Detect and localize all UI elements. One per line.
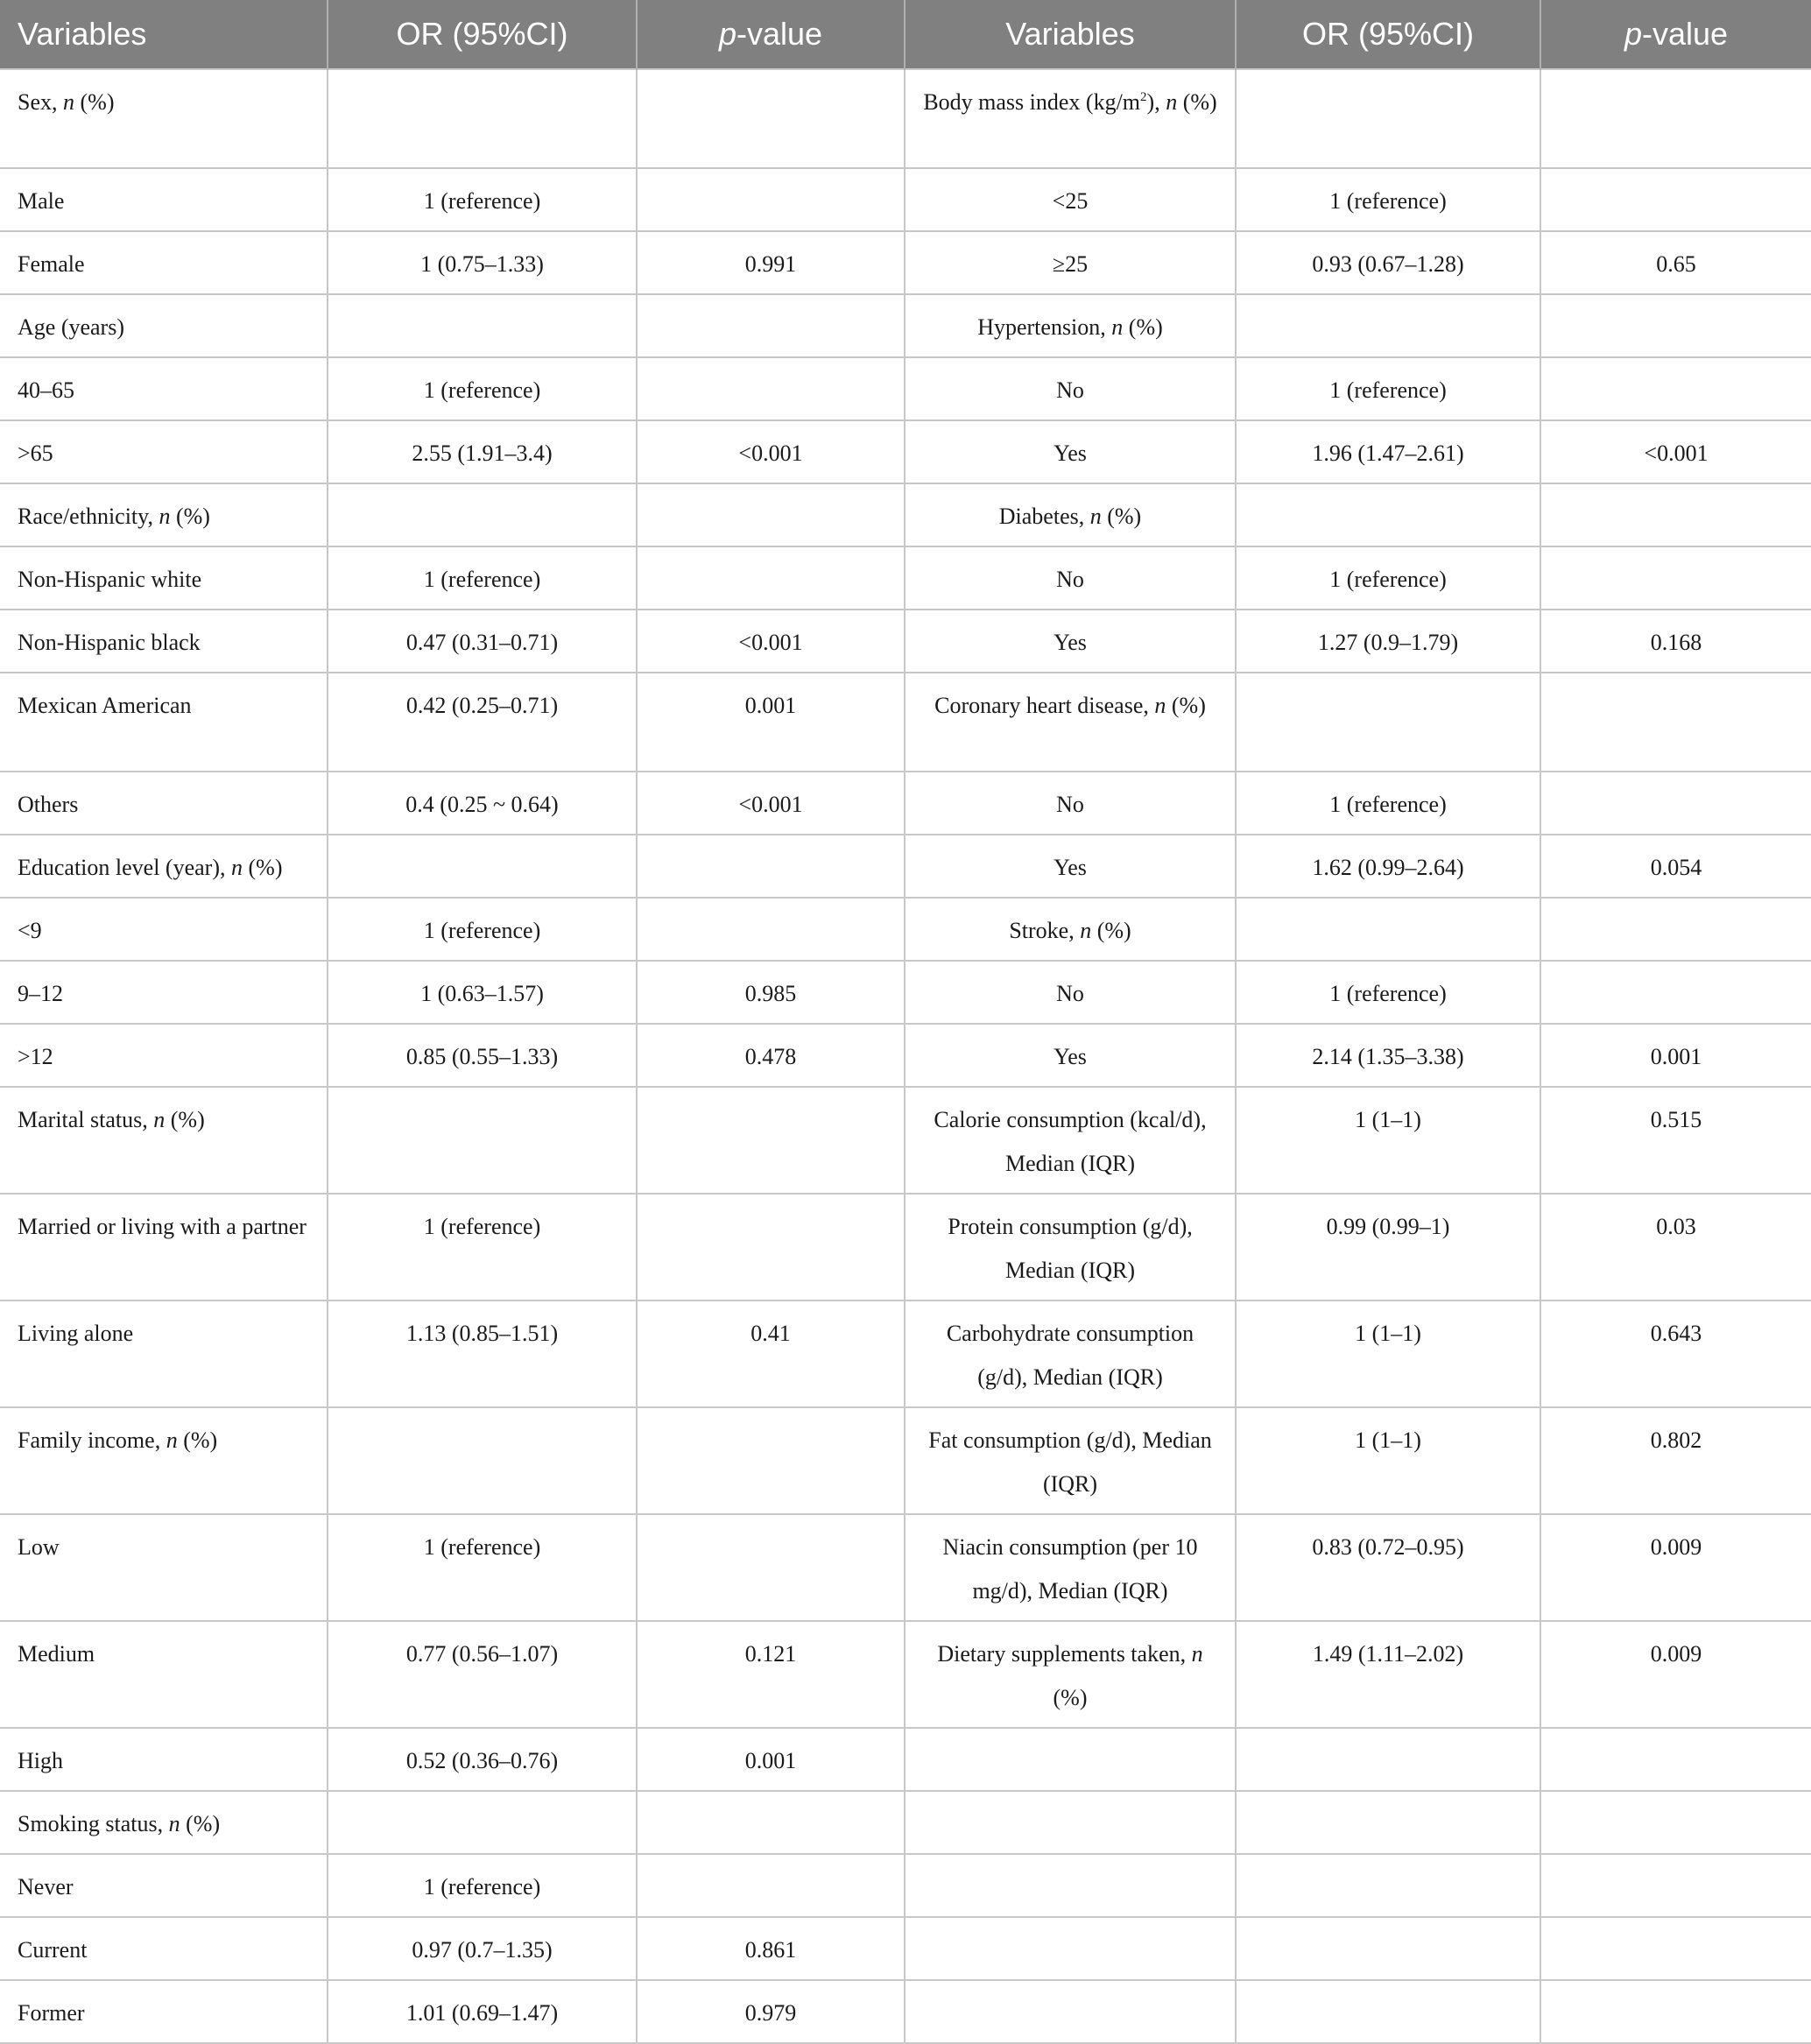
right-variable-cell <box>905 961 1236 1024</box>
left-or-cell: 1.13 (0.85–1.51) <box>328 1300 637 1407</box>
left-p-value-cell: 0.861 <box>637 1917 905 1980</box>
right-or-cell <box>1236 898 1540 961</box>
right-p-value-cell <box>1540 483 1811 546</box>
right-or-cell <box>1236 69 1540 168</box>
right-or-cell: 2.14 (1.35–3.38) <box>1236 1024 1540 1087</box>
left-variable-label: Former <box>18 2000 85 2026</box>
left-or-cell: 0.85 (0.55–1.33) <box>328 1024 637 1087</box>
right-or-cell <box>1236 1728 1540 1791</box>
right-variable-label: No <box>1056 567 1084 592</box>
right-p-value-cell: 0.009 <box>1540 1621 1811 1728</box>
right-variable-cell <box>905 1407 1236 1514</box>
left-p-value-cell <box>637 1514 905 1621</box>
right-variable-label: Calorie consumption (kcal/d), Median (IQR) <box>934 1107 1207 1176</box>
left-variable-cell <box>0 1300 328 1407</box>
left-variable-label: Sex, <box>18 89 63 115</box>
left-variable-label: Smoking status, <box>18 1811 169 1836</box>
right-or-cell <box>1236 294 1540 357</box>
left-variable-cell <box>0 1854 328 1917</box>
left-variable-cell <box>0 1728 328 1791</box>
table-header <box>0 0 1811 69</box>
left-variable-cell <box>0 1024 328 1087</box>
right-variable-cell <box>905 610 1236 673</box>
left-variable-n-italic: n <box>63 89 74 115</box>
right-variable-suffix: (%) <box>1053 1685 1088 1710</box>
right-p-value-cell <box>1540 357 1811 420</box>
left-or-cell <box>328 69 637 168</box>
left-variable-label: Race/ethnicity, <box>18 504 159 529</box>
left-variable-label: Married or living with a partner <box>18 1214 307 1239</box>
table-row <box>0 357 1811 420</box>
left-variable-label: Marital status, <box>18 1107 154 1132</box>
right-variable-cell <box>905 168 1236 231</box>
left-or-cell <box>328 1407 637 1514</box>
right-variable-label: No <box>1056 792 1084 817</box>
right-or-cell: 1 (reference) <box>1236 961 1540 1024</box>
left-variable-cell <box>0 357 328 420</box>
table-row <box>0 1980 1811 2043</box>
table-row <box>0 483 1811 546</box>
table-row <box>0 420 1811 483</box>
left-variable-label: Current <box>18 1937 88 1963</box>
left-p-value-cell: 0.985 <box>637 961 905 1024</box>
left-variable-label: High <box>18 1748 63 1773</box>
table-row <box>0 1621 1811 1728</box>
right-or-cell: 1.96 (1.47–2.61) <box>1236 420 1540 483</box>
right-variable-label: Yes <box>1053 855 1087 880</box>
left-variable-n-italic: n <box>166 1427 178 1453</box>
left-p-value-cell <box>637 1194 905 1300</box>
header-p-rest-left: -value <box>736 16 823 52</box>
header-p-italic-right: p <box>1624 16 1642 52</box>
right-variable-cell <box>905 1980 1236 2043</box>
bmi-after-sup: ), <box>1146 89 1166 115</box>
left-p-value-cell <box>637 835 905 898</box>
right-or-cell: 0.93 (0.67–1.28) <box>1236 231 1540 294</box>
left-variable-label: Age (years) <box>18 314 124 340</box>
left-variable-cell <box>0 772 328 835</box>
left-or-cell: 1 (0.63–1.57) <box>328 961 637 1024</box>
right-variable-cell <box>905 1728 1236 1791</box>
header-row <box>0 0 1811 69</box>
right-or-cell: 1 (reference) <box>1236 357 1540 420</box>
header-p-rest-right: -value <box>1641 16 1729 52</box>
left-variable-n-italic: n <box>231 855 243 880</box>
left-variable-cell <box>0 168 328 231</box>
right-p-value-cell: 0.515 <box>1540 1087 1811 1194</box>
left-or-cell: 1 (reference) <box>328 1854 637 1917</box>
right-variable-suffix: (%) <box>1101 504 1142 529</box>
right-or-cell: 1 (reference) <box>1236 772 1540 835</box>
left-p-value-cell: <0.001 <box>637 610 905 673</box>
left-p-value-cell <box>637 483 905 546</box>
right-p-value-cell <box>1540 673 1811 772</box>
right-variable-cell <box>905 1791 1236 1854</box>
table-row <box>0 546 1811 610</box>
left-p-value-cell <box>637 357 905 420</box>
left-p-value-cell: <0.001 <box>637 420 905 483</box>
right-variable-cell <box>905 1854 1236 1917</box>
left-or-cell: 2.55 (1.91–3.4) <box>328 420 637 483</box>
right-p-value-cell: 0.009 <box>1540 1514 1811 1621</box>
right-or-cell <box>1236 1917 1540 1980</box>
left-or-cell: 0.52 (0.36–0.76) <box>328 1728 637 1791</box>
right-variable-cell <box>905 357 1236 420</box>
right-variable-cell <box>905 673 1236 772</box>
right-variable-cell <box>905 231 1236 294</box>
right-variable-cell <box>905 1087 1236 1194</box>
right-p-value-cell <box>1540 961 1811 1024</box>
right-p-value-cell <box>1540 1917 1811 1980</box>
left-or-cell: 0.97 (0.7–1.35) <box>328 1917 637 1980</box>
table-row <box>0 1514 1811 1621</box>
right-p-value-cell <box>1540 69 1811 168</box>
left-variable-label: Low <box>18 1534 60 1560</box>
right-or-cell: 1 (reference) <box>1236 168 1540 231</box>
right-variable-cell <box>905 483 1236 546</box>
left-p-value-cell <box>637 898 905 961</box>
left-variable-label: Others <box>18 792 79 817</box>
right-p-value-cell <box>1540 1728 1811 1791</box>
right-p-value-cell: 0.168 <box>1540 610 1811 673</box>
left-variable-cell <box>0 610 328 673</box>
right-p-value-cell: 0.054 <box>1540 835 1811 898</box>
bmi-suffix: (%) <box>1177 89 1217 115</box>
right-p-value-cell <box>1540 1791 1811 1854</box>
right-p-value-cell: 0.03 <box>1540 1194 1811 1300</box>
right-variable-label: Dietary supplements taken, <box>937 1641 1192 1667</box>
right-or-cell <box>1236 1980 1540 2043</box>
right-or-cell: 1.62 (0.99–2.64) <box>1236 835 1540 898</box>
left-variable-cell <box>0 1621 328 1728</box>
left-or-cell: 0.77 (0.56–1.07) <box>328 1621 637 1728</box>
table-row <box>0 69 1811 168</box>
left-p-value-cell <box>637 69 905 168</box>
left-p-value-cell <box>637 1087 905 1194</box>
left-variable-cell <box>0 1087 328 1194</box>
right-variable-label: Stroke, <box>1009 918 1081 943</box>
left-variable-n-italic: n <box>153 1107 166 1132</box>
right-or-cell <box>1236 1854 1540 1917</box>
right-or-cell: 1 (1–1) <box>1236 1087 1540 1194</box>
left-p-value-cell <box>637 1791 905 1854</box>
left-or-cell: 1 (reference) <box>328 357 637 420</box>
right-or-cell <box>1236 673 1540 772</box>
left-variable-suffix: (%) <box>165 1107 205 1132</box>
left-or-cell <box>328 294 637 357</box>
right-variable-suffix: (%) <box>1091 918 1131 943</box>
left-variable-cell <box>0 1407 328 1514</box>
left-variable-cell <box>0 1514 328 1621</box>
left-or-cell: 1 (reference) <box>328 898 637 961</box>
left-variable-n-italic: n <box>168 1811 180 1836</box>
table-row <box>0 1407 1811 1514</box>
right-or-cell: 0.99 (0.99–1) <box>1236 1194 1540 1300</box>
right-p-value-cell: 0.001 <box>1540 1024 1811 1087</box>
left-variable-cell <box>0 483 328 546</box>
right-variable-label: No <box>1056 377 1084 403</box>
left-or-cell: 1 (0.75–1.33) <box>328 231 637 294</box>
right-variable-cell <box>905 1621 1236 1728</box>
left-variable-label: >65 <box>18 441 53 466</box>
left-p-value-cell: 0.41 <box>637 1300 905 1407</box>
left-variable-suffix: (%) <box>74 89 115 115</box>
table-row <box>0 1854 1811 1917</box>
left-variable-cell <box>0 420 328 483</box>
right-or-cell: 1 (1–1) <box>1236 1300 1540 1407</box>
left-p-value-cell: 0.001 <box>637 673 905 772</box>
left-variable-suffix: (%) <box>177 1427 218 1453</box>
table-row <box>0 231 1811 294</box>
left-or-cell <box>328 1087 637 1194</box>
table-row <box>0 1791 1811 1854</box>
table-row <box>0 1194 1811 1300</box>
right-variable-cell <box>905 1024 1236 1087</box>
left-p-value-cell <box>637 1854 905 1917</box>
left-p-value-cell <box>637 546 905 610</box>
left-variable-suffix: (%) <box>180 1811 221 1836</box>
right-variable-label: <25 <box>1052 188 1089 214</box>
right-or-cell <box>1236 483 1540 546</box>
left-or-cell: 1.01 (0.69–1.47) <box>328 1980 637 2043</box>
left-variable-label: >12 <box>18 1044 53 1069</box>
right-variable-label: Protein consumption (g/d), Median (IQR) <box>948 1214 1193 1283</box>
right-p-value-cell <box>1540 898 1811 961</box>
left-or-cell: 1 (reference) <box>328 168 637 231</box>
left-p-value-cell <box>637 1407 905 1514</box>
right-or-cell: 1 (reference) <box>1236 546 1540 610</box>
table-row <box>0 1024 1811 1087</box>
right-variable-cell <box>905 294 1236 357</box>
right-variable-cell <box>905 898 1236 961</box>
right-p-value-cell <box>1540 294 1811 357</box>
left-p-value-cell: 0.001 <box>637 1728 905 1791</box>
table-row <box>0 673 1811 772</box>
bmi-superscript: 2 <box>1140 90 1147 104</box>
left-variable-label: Non-Hispanic white <box>18 567 202 592</box>
right-variable-label: ≥25 <box>1052 251 1089 277</box>
right-variable-suffix: (%) <box>1166 693 1206 718</box>
left-or-cell: 0.42 (0.25–0.71) <box>328 673 637 772</box>
left-variable-label: 9–12 <box>18 981 63 1006</box>
table-row <box>0 898 1811 961</box>
right-variable-cell <box>905 69 1236 168</box>
table-row <box>0 772 1811 835</box>
table-row <box>0 835 1811 898</box>
right-variable-label: No <box>1056 981 1084 1006</box>
right-p-value-cell <box>1540 1854 1811 1917</box>
header-variables-right: Variables <box>905 0 1236 69</box>
table-row <box>0 610 1811 673</box>
table-row <box>0 1300 1811 1407</box>
left-variable-suffix: (%) <box>170 504 210 529</box>
left-variable-cell <box>0 898 328 961</box>
left-variable-cell <box>0 961 328 1024</box>
left-p-value-cell <box>637 294 905 357</box>
right-variable-cell <box>905 1917 1236 1980</box>
left-or-cell <box>328 1791 637 1854</box>
right-variable-cell <box>905 420 1236 483</box>
header-p-value-left <box>637 0 905 69</box>
right-variable-label: Diabetes, <box>998 504 1090 529</box>
left-or-cell: 1 (reference) <box>328 1514 637 1621</box>
header-p-value-right <box>1540 0 1811 69</box>
right-variable-label: Yes <box>1053 441 1087 466</box>
left-variable-cell <box>0 546 328 610</box>
right-or-cell <box>1236 1791 1540 1854</box>
left-variable-cell <box>0 1791 328 1854</box>
right-variable-label: Coronary heart disease, <box>934 693 1155 718</box>
right-variable-cell <box>905 1514 1236 1621</box>
left-p-value-cell: 0.991 <box>637 231 905 294</box>
right-variable-cell <box>905 835 1236 898</box>
table-body <box>0 69 1811 2043</box>
table-row <box>0 294 1811 357</box>
left-variable-label: Male <box>18 188 65 214</box>
right-variable-label: Yes <box>1053 630 1087 655</box>
left-or-cell: 0.4 (0.25 ~ 0.64) <box>328 772 637 835</box>
bmi-label: Body mass index (kg/m <box>923 89 1141 115</box>
left-variable-label: Living alone <box>18 1321 134 1346</box>
right-variable-label: Carbohydrate consumption (g/d), Median (IQR) <box>946 1321 1194 1390</box>
right-p-value-cell: 0.643 <box>1540 1300 1811 1407</box>
left-variable-label: Never <box>18 1874 74 1900</box>
left-variable-cell <box>0 1194 328 1300</box>
right-p-value-cell <box>1540 772 1811 835</box>
right-variable-cell <box>905 772 1236 835</box>
left-variable-cell <box>0 673 328 772</box>
right-variable-cell <box>905 1300 1236 1407</box>
left-or-cell: 0.47 (0.31–0.71) <box>328 610 637 673</box>
right-variable-label: Hypertension, <box>977 314 1112 340</box>
header-variables-left: Variables <box>0 0 328 69</box>
left-variable-label: Medium <box>18 1641 95 1667</box>
table-row <box>0 961 1811 1024</box>
table-row <box>0 1087 1811 1194</box>
left-variable-cell <box>0 294 328 357</box>
left-p-value-cell: 0.121 <box>637 1621 905 1728</box>
left-or-cell: 1 (reference) <box>328 546 637 610</box>
left-p-value-cell: 0.478 <box>637 1024 905 1087</box>
right-variable-n-italic: n <box>1089 504 1102 529</box>
header-or-left: OR (95%CI) <box>328 0 637 69</box>
left-variable-cell <box>0 1917 328 1980</box>
right-variable-n-italic: n <box>1154 693 1166 718</box>
left-or-cell <box>328 483 637 546</box>
right-variable-label: Niacin consumption (per 10 mg/d), Median (IQR) <box>942 1534 1198 1603</box>
right-p-value-cell <box>1540 546 1811 610</box>
left-variable-suffix: (%) <box>243 855 283 880</box>
left-variable-n-italic: n <box>159 504 171 529</box>
right-or-cell: 1.27 (0.9–1.79) <box>1236 610 1540 673</box>
left-variable-cell <box>0 835 328 898</box>
left-variable-cell <box>0 69 328 168</box>
left-variable-label: <9 <box>18 918 42 943</box>
right-variable-label: Yes <box>1053 1044 1087 1069</box>
right-p-value-cell <box>1540 1980 1811 2043</box>
left-p-value-cell <box>637 168 905 231</box>
bmi-n-italic: n <box>1166 89 1178 115</box>
table-row <box>0 1917 1811 1980</box>
right-or-cell: 0.83 (0.72–0.95) <box>1236 1514 1540 1621</box>
right-variable-cell <box>905 1194 1236 1300</box>
right-variable-label: Fat consumption (g/d), Median (IQR) <box>928 1427 1212 1497</box>
left-variable-cell <box>0 231 328 294</box>
right-p-value-cell: <0.001 <box>1540 420 1811 483</box>
table-row <box>0 1728 1811 1791</box>
header-p-italic-left: p <box>718 16 736 52</box>
right-variable-cell <box>905 546 1236 610</box>
right-p-value-cell: 0.65 <box>1540 231 1811 294</box>
left-variable-label: Education level (year), <box>18 855 231 880</box>
right-or-cell: 1 (1–1) <box>1236 1407 1540 1514</box>
left-or-cell: 1 (reference) <box>328 1194 637 1300</box>
table-row <box>0 168 1811 231</box>
left-variable-label: Mexican American <box>18 693 192 718</box>
right-variable-suffix: (%) <box>1123 314 1163 340</box>
right-variable-n-italic: n <box>1191 1641 1203 1667</box>
left-variable-label: Female <box>18 251 85 277</box>
left-p-value-cell: <0.001 <box>637 772 905 835</box>
right-variable-n-italic: n <box>1111 314 1124 340</box>
right-p-value-cell <box>1540 168 1811 231</box>
right-variable-n-italic: n <box>1080 918 1092 943</box>
left-variable-cell <box>0 1980 328 2043</box>
left-variable-label: 40–65 <box>18 377 74 403</box>
right-or-cell: 1.49 (1.11–2.02) <box>1236 1621 1540 1728</box>
left-variable-label: Non-Hispanic black <box>18 630 201 655</box>
left-p-value-cell: 0.979 <box>637 1980 905 2043</box>
header-or-right: OR (95%CI) <box>1236 0 1540 69</box>
left-variable-label: Family income, <box>18 1427 166 1453</box>
right-p-value-cell: 0.802 <box>1540 1407 1811 1514</box>
left-or-cell <box>328 835 637 898</box>
